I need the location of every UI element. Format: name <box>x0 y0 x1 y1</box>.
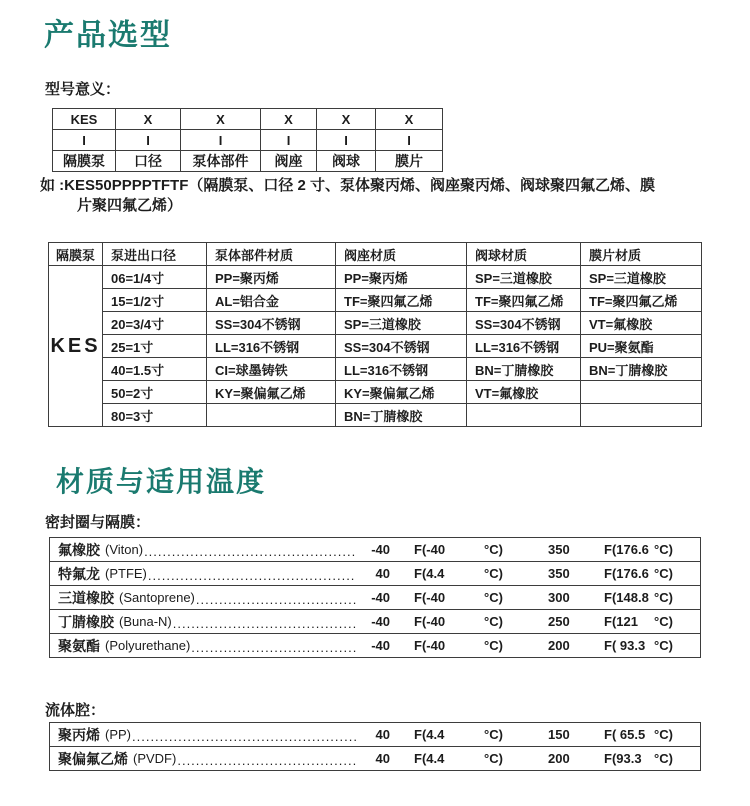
material-name-en: (PTFE) <box>105 566 147 581</box>
cell: PU=聚氨酯 <box>581 335 702 358</box>
cell: CI=球墨铸铁 <box>207 358 336 381</box>
table-row <box>49 381 702 404</box>
max-temp-f: 250 <box>548 614 570 629</box>
cell: SS=304不锈钢 <box>336 335 467 358</box>
cell: LL=316不锈钢 <box>207 335 336 358</box>
temp-row-ptfe <box>50 561 700 585</box>
temp-row-buna-n <box>50 609 700 633</box>
model-example-line2: 片聚四氟乙烯） <box>77 197 183 214</box>
cell: LL=316不锈钢 <box>467 335 581 358</box>
max-temp-c-unit: °C) <box>654 638 673 653</box>
min-temp-c: F(4.4 <box>414 566 445 581</box>
min-temp-c-unit: °C) <box>484 751 503 766</box>
max-temp-c: F( 65.5 <box>604 727 646 742</box>
cell: SP=三道橡胶 <box>581 266 702 289</box>
cell <box>467 404 581 427</box>
cell: VT=氟橡胶 <box>581 312 702 335</box>
temp-row-polyurethane <box>50 633 700 657</box>
min-temp-f: -40 <box>371 590 390 605</box>
cell: BN=丁腈橡胶 <box>581 358 702 381</box>
model-cell: 隔膜泵 <box>53 151 116 172</box>
max-temp-f: 200 <box>548 638 570 653</box>
model-cell: 膜片 <box>376 151 443 172</box>
max-temp-c: F( 93.3 <box>604 638 646 653</box>
min-temp-c-unit: °C) <box>484 542 503 557</box>
cell: SS=304不锈钢 <box>207 312 336 335</box>
cell: KY=聚偏氟乙烯 <box>336 381 467 404</box>
max-temp-c-unit: °C) <box>654 542 673 557</box>
fluid-chamber-label: 流体腔： <box>45 702 106 719</box>
model-cell: I <box>317 130 376 151</box>
cell: BN=丁腈橡胶 <box>467 358 581 381</box>
max-temp-c: F(93.3 <box>604 751 642 766</box>
min-temp-f: -40 <box>371 614 390 629</box>
cell: 40=1.5寸 <box>103 358 207 381</box>
cell: 20=3/4寸 <box>103 312 207 335</box>
dotted-leader <box>132 729 356 744</box>
model-cell: X <box>116 109 181 130</box>
temp-row-pp <box>50 723 700 746</box>
model-meaning-label: 型号意义： <box>45 81 121 98</box>
cell: TF=聚四氟乙烯 <box>336 289 467 312</box>
model-cell: I <box>181 130 261 151</box>
material-name-cn: 氟橡胶 <box>58 541 100 558</box>
min-temp-c: F(-40 <box>414 638 446 653</box>
cell: 15=1/2寸 <box>103 289 207 312</box>
seal-diaphragm-label: 密封圈与隔膜： <box>45 514 151 531</box>
min-temp-c-unit: °C) <box>484 566 503 581</box>
model-cell: X <box>181 109 261 130</box>
model-cell: 阀座 <box>261 151 317 172</box>
max-temp-f: 350 <box>548 542 570 557</box>
cell: TF=聚四氟乙烯 <box>581 289 702 312</box>
cell: 80=3寸 <box>103 404 207 427</box>
model-cell: X <box>317 109 376 130</box>
dotted-leader <box>148 568 356 583</box>
fluid-temperature-table <box>49 722 701 771</box>
model-cell: KES <box>53 109 116 130</box>
min-temp-c: F(-40 <box>414 542 446 557</box>
model-cell: X <box>261 109 317 130</box>
max-temp-c: F(176.6 <box>604 542 649 557</box>
cell: VT=氟橡胶 <box>467 381 581 404</box>
cell: TF=聚四氟乙烯 <box>467 289 581 312</box>
material-name-en: (Polyurethane) <box>105 638 191 653</box>
max-temp-c-unit: °C) <box>654 727 673 742</box>
model-connector-row <box>53 130 443 151</box>
model-cell: I <box>116 130 181 151</box>
seal-temperature-table <box>49 537 701 658</box>
dotted-leader <box>177 753 356 768</box>
material-name-cn: 三道橡胶 <box>58 589 114 606</box>
min-temp-c-unit: °C) <box>484 638 503 653</box>
cell: 06=1/4寸 <box>103 266 207 289</box>
max-temp-c-unit: °C) <box>654 566 673 581</box>
cell: PP=聚丙烯 <box>207 266 336 289</box>
table-row <box>49 335 702 358</box>
model-cell: 阀球 <box>317 151 376 172</box>
cell <box>207 404 336 427</box>
material-name-cn: 聚偏氟乙烯 <box>58 750 128 767</box>
model-cell: 泵体部件 <box>181 151 261 172</box>
header-port-size: 泵进出口径 <box>103 243 207 266</box>
temp-row-viton <box>50 538 700 561</box>
min-temp-c-unit: °C) <box>484 590 503 605</box>
material-name-en: (Viton) <box>105 542 144 557</box>
cell: SS=304不锈钢 <box>467 312 581 335</box>
min-temp-f: -40 <box>371 638 390 653</box>
header-pump: 隔膜泵 <box>49 243 103 266</box>
header-body-material: 泵体部件材质 <box>207 243 336 266</box>
max-temp-c: F(176.6 <box>604 566 649 581</box>
material-name-cn: 特氟龙 <box>58 565 100 582</box>
model-code-row <box>53 109 443 130</box>
header-seat-material: 阀座材质 <box>336 243 467 266</box>
dotted-leader <box>191 640 356 655</box>
min-temp-f: -40 <box>371 542 390 557</box>
model-code-table <box>52 108 443 172</box>
material-name-en: (Santoprene) <box>119 590 195 605</box>
min-temp-c: F(4.4 <box>414 727 445 742</box>
max-temp-f: 350 <box>548 566 570 581</box>
cell: PP=聚丙烯 <box>336 266 467 289</box>
cell: BN=丁腈橡胶 <box>336 404 467 427</box>
cell: KY=聚偏氟乙烯 <box>207 381 336 404</box>
cell <box>581 404 702 427</box>
table-row <box>49 266 702 289</box>
cell: SP=三道橡胶 <box>336 312 467 335</box>
material-selection-table <box>48 242 702 427</box>
cell <box>581 381 702 404</box>
model-cell: I <box>376 130 443 151</box>
min-temp-c: F(-40 <box>414 590 446 605</box>
min-temp-f: 40 <box>375 566 390 581</box>
max-temp-f: 200 <box>548 751 570 766</box>
cell: 25=1寸 <box>103 335 207 358</box>
max-temp-c-unit: °C) <box>654 751 673 766</box>
max-temp-c: F(121 <box>604 614 638 629</box>
model-cell: 口径 <box>116 151 181 172</box>
section-title-product-selection: 产品选型 <box>44 19 172 52</box>
min-temp-c-unit: °C) <box>484 614 503 629</box>
min-temp-c-unit: °C) <box>484 727 503 742</box>
dotted-leader <box>173 616 356 631</box>
section-title-materials-temperature: 材质与适用温度 <box>56 466 267 497</box>
max-temp-c-unit: °C) <box>654 614 673 629</box>
min-temp-f: 40 <box>375 751 390 766</box>
material-name-en: (PP) <box>105 727 131 742</box>
model-cell: X <box>376 109 443 130</box>
dotted-leader <box>144 544 356 559</box>
material-name-cn: 丁腈橡胶 <box>58 613 114 630</box>
cell: SP=三道橡胶 <box>467 266 581 289</box>
table-row <box>49 312 702 335</box>
temp-row-santoprene <box>50 585 700 609</box>
cell: 50=2寸 <box>103 381 207 404</box>
model-example-line1: 如 :KES50PPPPTFTF（隔膜泵、口径 2 寸、泵体聚丙烯、阀座聚丙烯、阀球聚四氟乙烯、膜 <box>40 177 656 194</box>
max-temp-f: 300 <box>548 590 570 605</box>
header-diaphragm-material: 膜片材质 <box>581 243 702 266</box>
brand-cell: KES <box>49 266 103 427</box>
cell: LL=316不锈钢 <box>336 358 467 381</box>
model-example-text <box>40 176 700 216</box>
material-name-cn: 聚丙烯 <box>58 726 100 743</box>
max-temp-c: F(148.8 <box>604 590 649 605</box>
table-row <box>49 404 702 427</box>
model-name-row <box>53 151 443 172</box>
dotted-leader <box>196 592 356 607</box>
header-ball-material: 阀球材质 <box>467 243 581 266</box>
selection-header-row <box>49 243 702 266</box>
max-temp-c-unit: °C) <box>654 590 673 605</box>
table-row <box>49 358 702 381</box>
material-name-cn: 聚氨酯 <box>58 637 100 654</box>
model-cell: I <box>261 130 317 151</box>
min-temp-f: 40 <box>375 727 390 742</box>
material-name-en: (Buna-N) <box>119 614 172 629</box>
max-temp-f: 150 <box>548 727 570 742</box>
min-temp-c: F(-40 <box>414 614 446 629</box>
table-row <box>49 289 702 312</box>
model-cell: I <box>53 130 116 151</box>
cell: AL=铝合金 <box>207 289 336 312</box>
material-name-en: (PVDF) <box>133 751 177 766</box>
temp-row-pvdf <box>50 746 700 770</box>
min-temp-c: F(4.4 <box>414 751 445 766</box>
